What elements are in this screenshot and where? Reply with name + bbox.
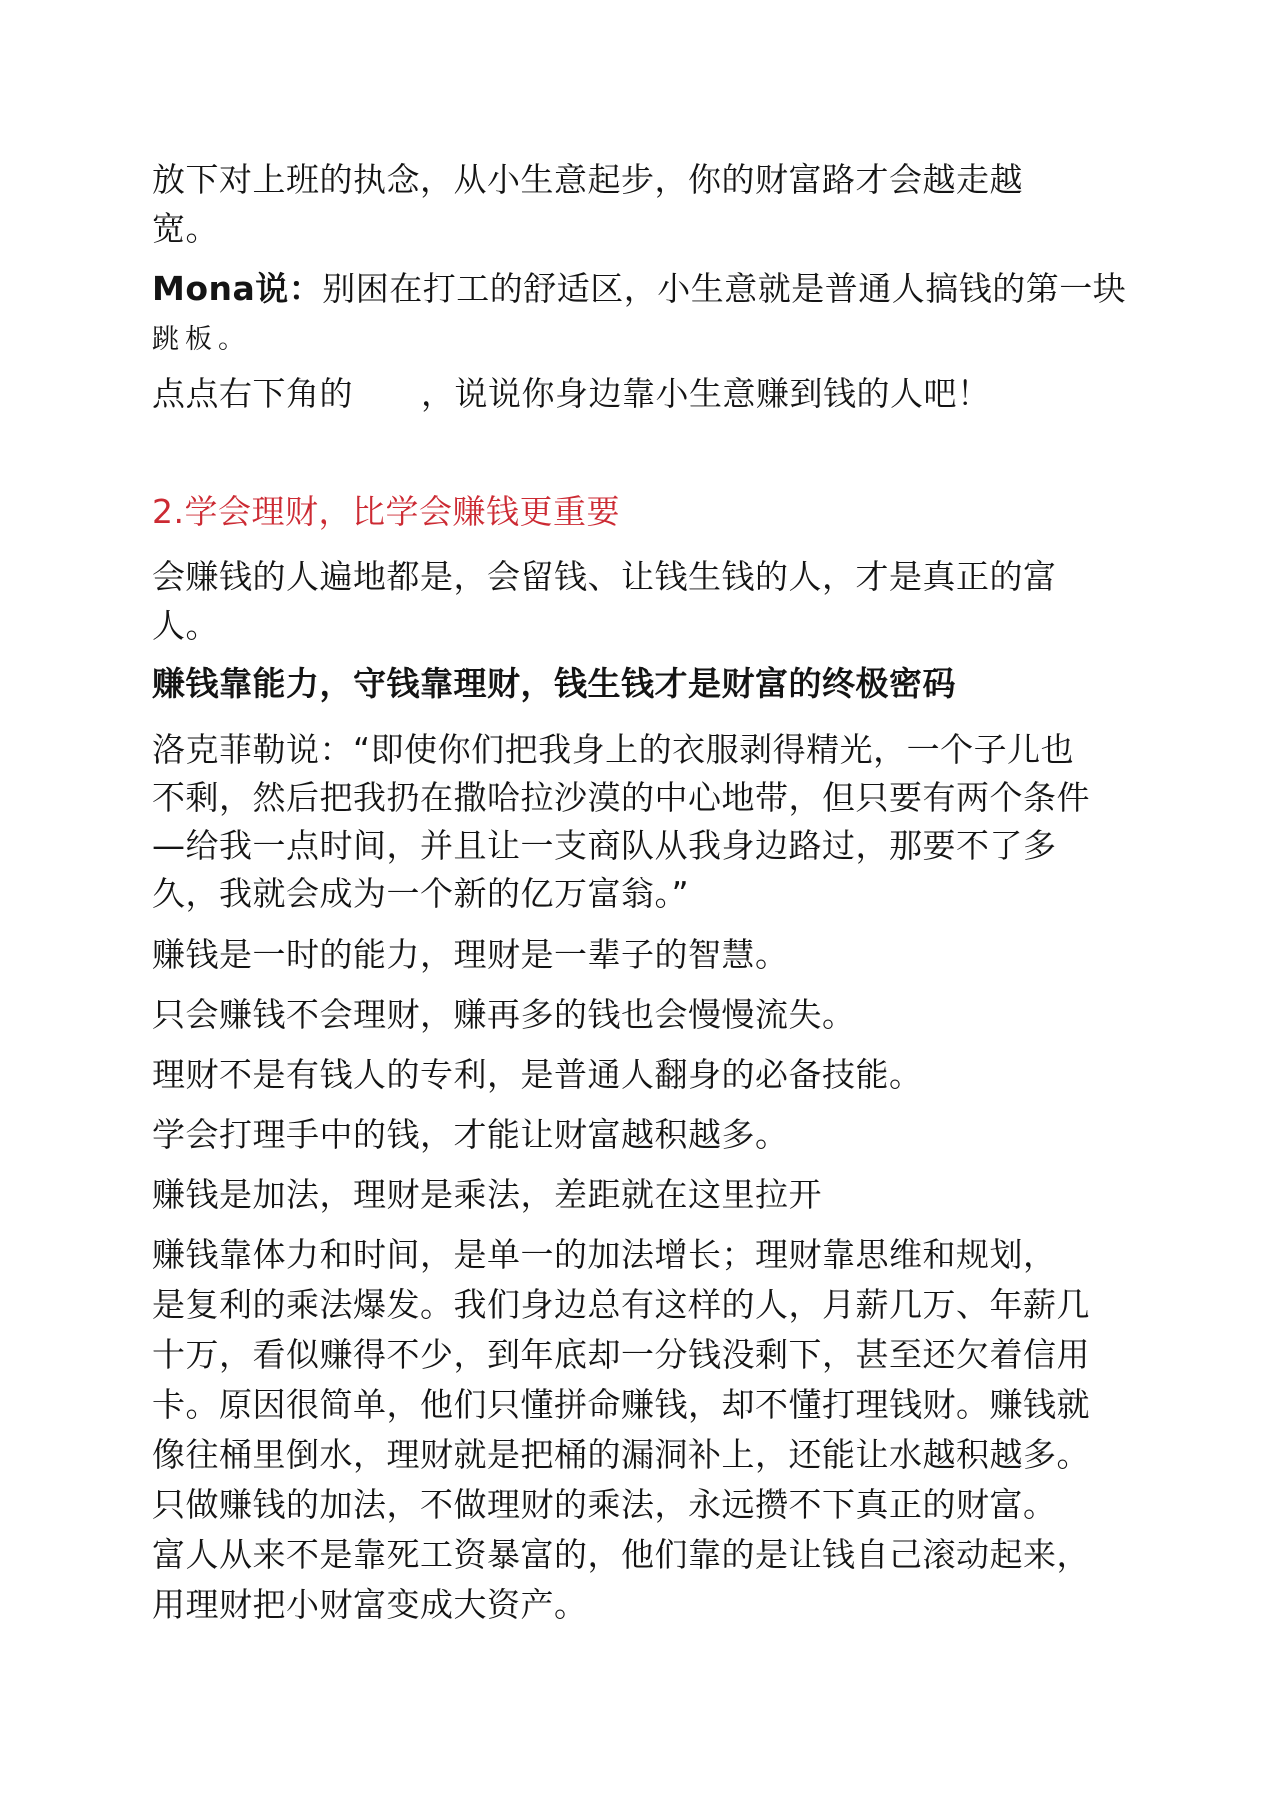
paragraph-line-4: 卡。原因很简单，他们只懂拼命赚钱，却不懂打理钱财。赚钱就 bbox=[152, 1385, 1090, 1424]
quote-line-1: 洛克菲勒说：“即使你们把我身上的衣服剥得精光，一个子儿也 bbox=[152, 730, 1075, 769]
call-to-action bbox=[152, 372, 991, 416]
mona-name: Mona说： bbox=[152, 269, 323, 308]
mona-text: 别困在打工的舒适区，小生意就是普通人搞钱的第一块 bbox=[322, 269, 1127, 308]
intro-line-1: 放下对上班的执念，从小生意起步，你的财富路才会越走越 bbox=[152, 160, 1023, 199]
mona-text-2: 跳板。 bbox=[152, 324, 251, 355]
paragraph-line-3: 十万，看似赚得不少，到年底却一分钱没剩下，甚至还欠着信用 bbox=[152, 1335, 1090, 1374]
paragraph-line-7: 富人从来不是靠死工资暴富的，他们靠的是让钱自己滚动起来， bbox=[152, 1535, 1090, 1574]
mona-quote bbox=[152, 267, 1126, 311]
section-heading: 2.学会理财，比学会赚钱更重要 bbox=[152, 492, 620, 531]
paragraph-line-5: 像往桶里倒水，理财就是把桶的漏洞补上，还能让水越积越多。 bbox=[152, 1435, 1090, 1474]
quote-line-3: —给我一点时间，并且让一支商队从我身边路过，那要不了多 bbox=[152, 826, 1057, 865]
sentence-1: 赚钱是一时的能力，理财是一辈子的智慧。 bbox=[152, 935, 789, 974]
sentence-2: 只会赚钱不会理财，赚再多的钱也会慢慢流失。 bbox=[152, 995, 856, 1034]
paragraph-line-1: 赚钱靠体力和时间，是单一的加法增长；理财靠思维和规划， bbox=[152, 1235, 1057, 1274]
cta-before: 点点右下角的 bbox=[152, 374, 353, 413]
intro-line-2: 宽。 bbox=[152, 209, 219, 248]
paragraph-line-8: 用理财把小财富变成大资产。 bbox=[152, 1585, 588, 1624]
sentence-3: 理财不是有钱人的专利，是普通人翻身的必备技能。 bbox=[152, 1055, 923, 1094]
cta-after: ，说说你身边靠小生意赚到钱的人吧！ bbox=[421, 374, 991, 413]
paragraph-1-line-1: 会赚钱的人遍地都是，会留钱、让钱生钱的人，才是真正的富 bbox=[152, 557, 1057, 596]
sentence-5: 赚钱是加法，理财是乘法，差距就在这里拉开 bbox=[152, 1175, 822, 1214]
paragraph-line-6: 只做赚钱的加法，不做理财的乘法，永远攒不下真正的财富。 bbox=[152, 1485, 1057, 1524]
sentence-4: 学会打理手中的钱，才能让财富越积越多。 bbox=[152, 1115, 789, 1154]
quote-line-2: 不剩，然后把我扔在撒哈拉沙漠的中心地带，但只要有两个条件 bbox=[152, 778, 1090, 817]
paragraph-line-2: 是复利的乘法爆发。我们身边总有这样的人，月薪几万、年薪几 bbox=[152, 1285, 1090, 1324]
quote-line-4: 久，我就会成为一个新的亿万富翁。” bbox=[152, 874, 690, 913]
bold-subtitle: 赚钱靠能力，守钱靠理财，钱生钱才是财富的终极密码 bbox=[152, 664, 956, 703]
paragraph-1-line-2: 人。 bbox=[152, 606, 219, 645]
